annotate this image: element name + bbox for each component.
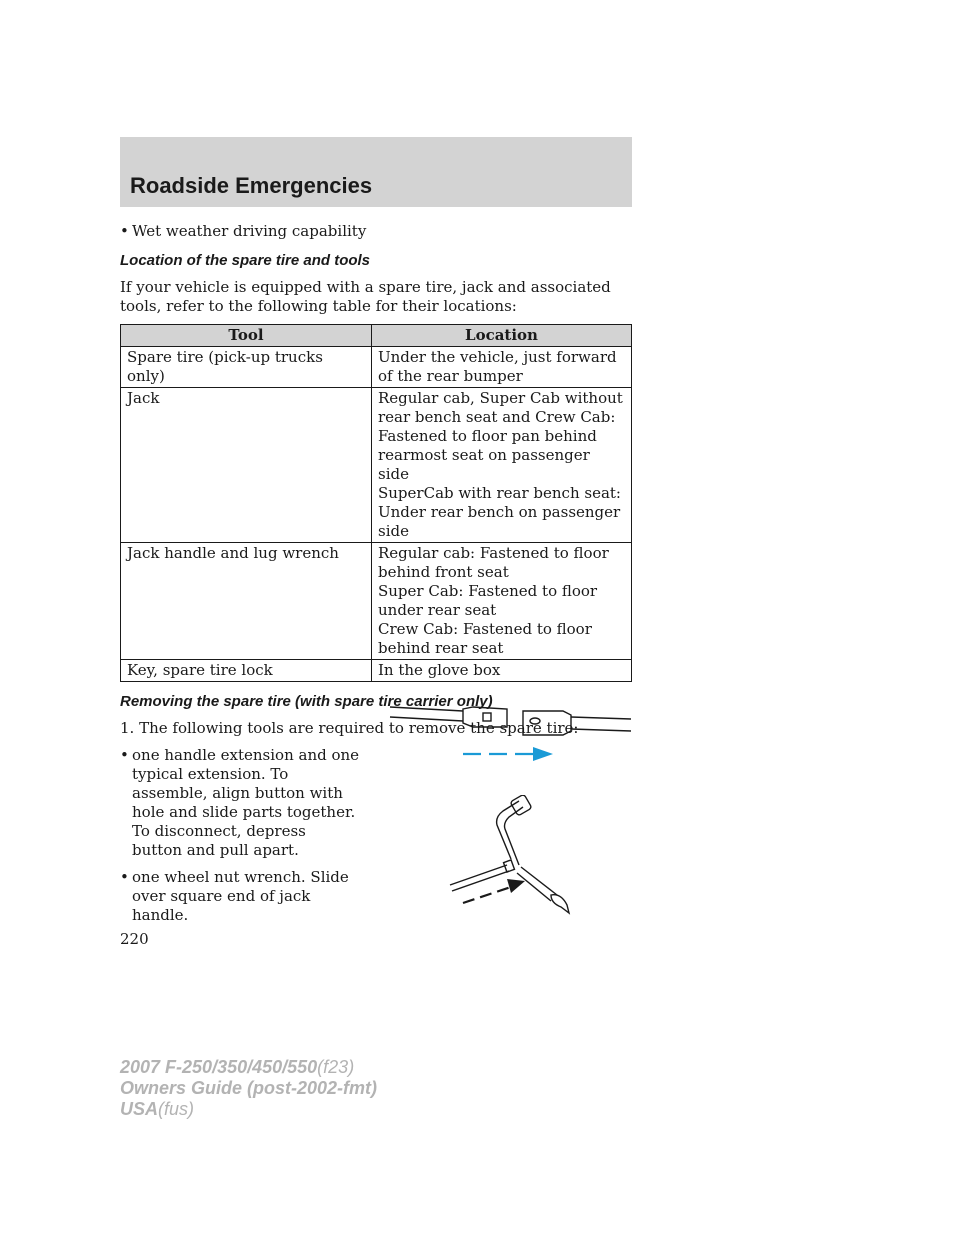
- location-line: Regular cab, Super Cab without rear bench seat and Crew Cab: Fastened to floor pan behind rearmost seat on passenger side: [378, 389, 623, 483]
- table-row: [121, 543, 632, 660]
- tool-cell: Spare tire (pick-up trucks only): [121, 347, 372, 388]
- bullet-icon: •: [120, 746, 129, 764]
- intro-paragraph: If your vehicle is equipped with a spare tire, jack and associated tools, refer to the following table for their locations:: [120, 278, 611, 315]
- location-line: In the glove box: [378, 661, 501, 679]
- footer-line-guide: Owners Guide (post-2002-fmt): [120, 1078, 378, 1098]
- table-row: [121, 660, 632, 682]
- tool-cell: Key, spare tire lock: [121, 660, 372, 682]
- slide-together-arrow-icon: [463, 747, 553, 761]
- tools-location-table: [120, 324, 632, 682]
- location-line: Regular cab: Fastened to floor behind front seat: [378, 544, 609, 581]
- location-line: Super Cab: Fastened to floor under rear seat: [378, 582, 598, 619]
- document-footer: [120, 1057, 377, 1120]
- list-item: [120, 746, 360, 860]
- location-cell: [372, 347, 632, 388]
- step-1-text: 1. The following tools are required to remove the spare tire:: [120, 719, 579, 737]
- footer-market: USA: [120, 1099, 159, 1119]
- location-line: Under the vehicle, just forward of the rear bumper: [378, 348, 617, 385]
- required-tools-list: [120, 746, 360, 925]
- tool-cell: Jack handle and lug wrench: [121, 543, 372, 660]
- location-cell: [372, 543, 632, 660]
- column-header-location: Location: [372, 325, 632, 347]
- footer-model-code: (f23): [317, 1057, 355, 1077]
- footer-line-market: [120, 1099, 377, 1120]
- bullet-text: one wheel nut wrench. Slide over square end of jack handle.: [132, 868, 349, 924]
- table-header-row: [121, 325, 632, 347]
- section-heading-removing-spare: Removing the spare tire (with spare tire carrier only): [120, 693, 493, 710]
- tool-cell: Jack: [121, 388, 372, 543]
- slide-over-arrow-icon: [463, 879, 525, 903]
- table-row: [121, 347, 632, 388]
- bullet-text: Wet weather driving capability: [132, 222, 367, 240]
- section-header-band: [120, 137, 632, 207]
- location-line: Crew Cab: Fastened to floor behind rear seat: [378, 620, 592, 657]
- table-row: [121, 388, 632, 543]
- wheel-nut-wrench-illustration: [445, 795, 585, 915]
- location-cell: [372, 660, 632, 682]
- bullet-icon: •: [120, 222, 129, 240]
- list-item: [120, 222, 632, 241]
- footer-line-model: [120, 1057, 377, 1078]
- bullet-text: one handle extension and one typical extension. To assemble, align button with hole and slide parts together. To disconnect, depress button and pull apart.: [132, 746, 360, 859]
- section-title: Roadside Emergencies: [130, 173, 373, 198]
- list-item: [120, 868, 360, 925]
- location-line: SuperCab with rear bench seat: Under rear bench on passenger side: [378, 484, 621, 540]
- footer-model: 2007 F-250/350/450/550: [120, 1057, 318, 1077]
- handle-extension-illustration: [385, 697, 635, 767]
- bullet-icon: •: [120, 868, 129, 886]
- page-number: 220: [120, 930, 149, 948]
- section-heading-spare-tire-location: Location of the spare tire and tools: [120, 252, 371, 269]
- footer-market-code: (fus): [158, 1099, 195, 1119]
- location-cell: [372, 388, 632, 543]
- column-header-tool: Tool: [121, 325, 372, 347]
